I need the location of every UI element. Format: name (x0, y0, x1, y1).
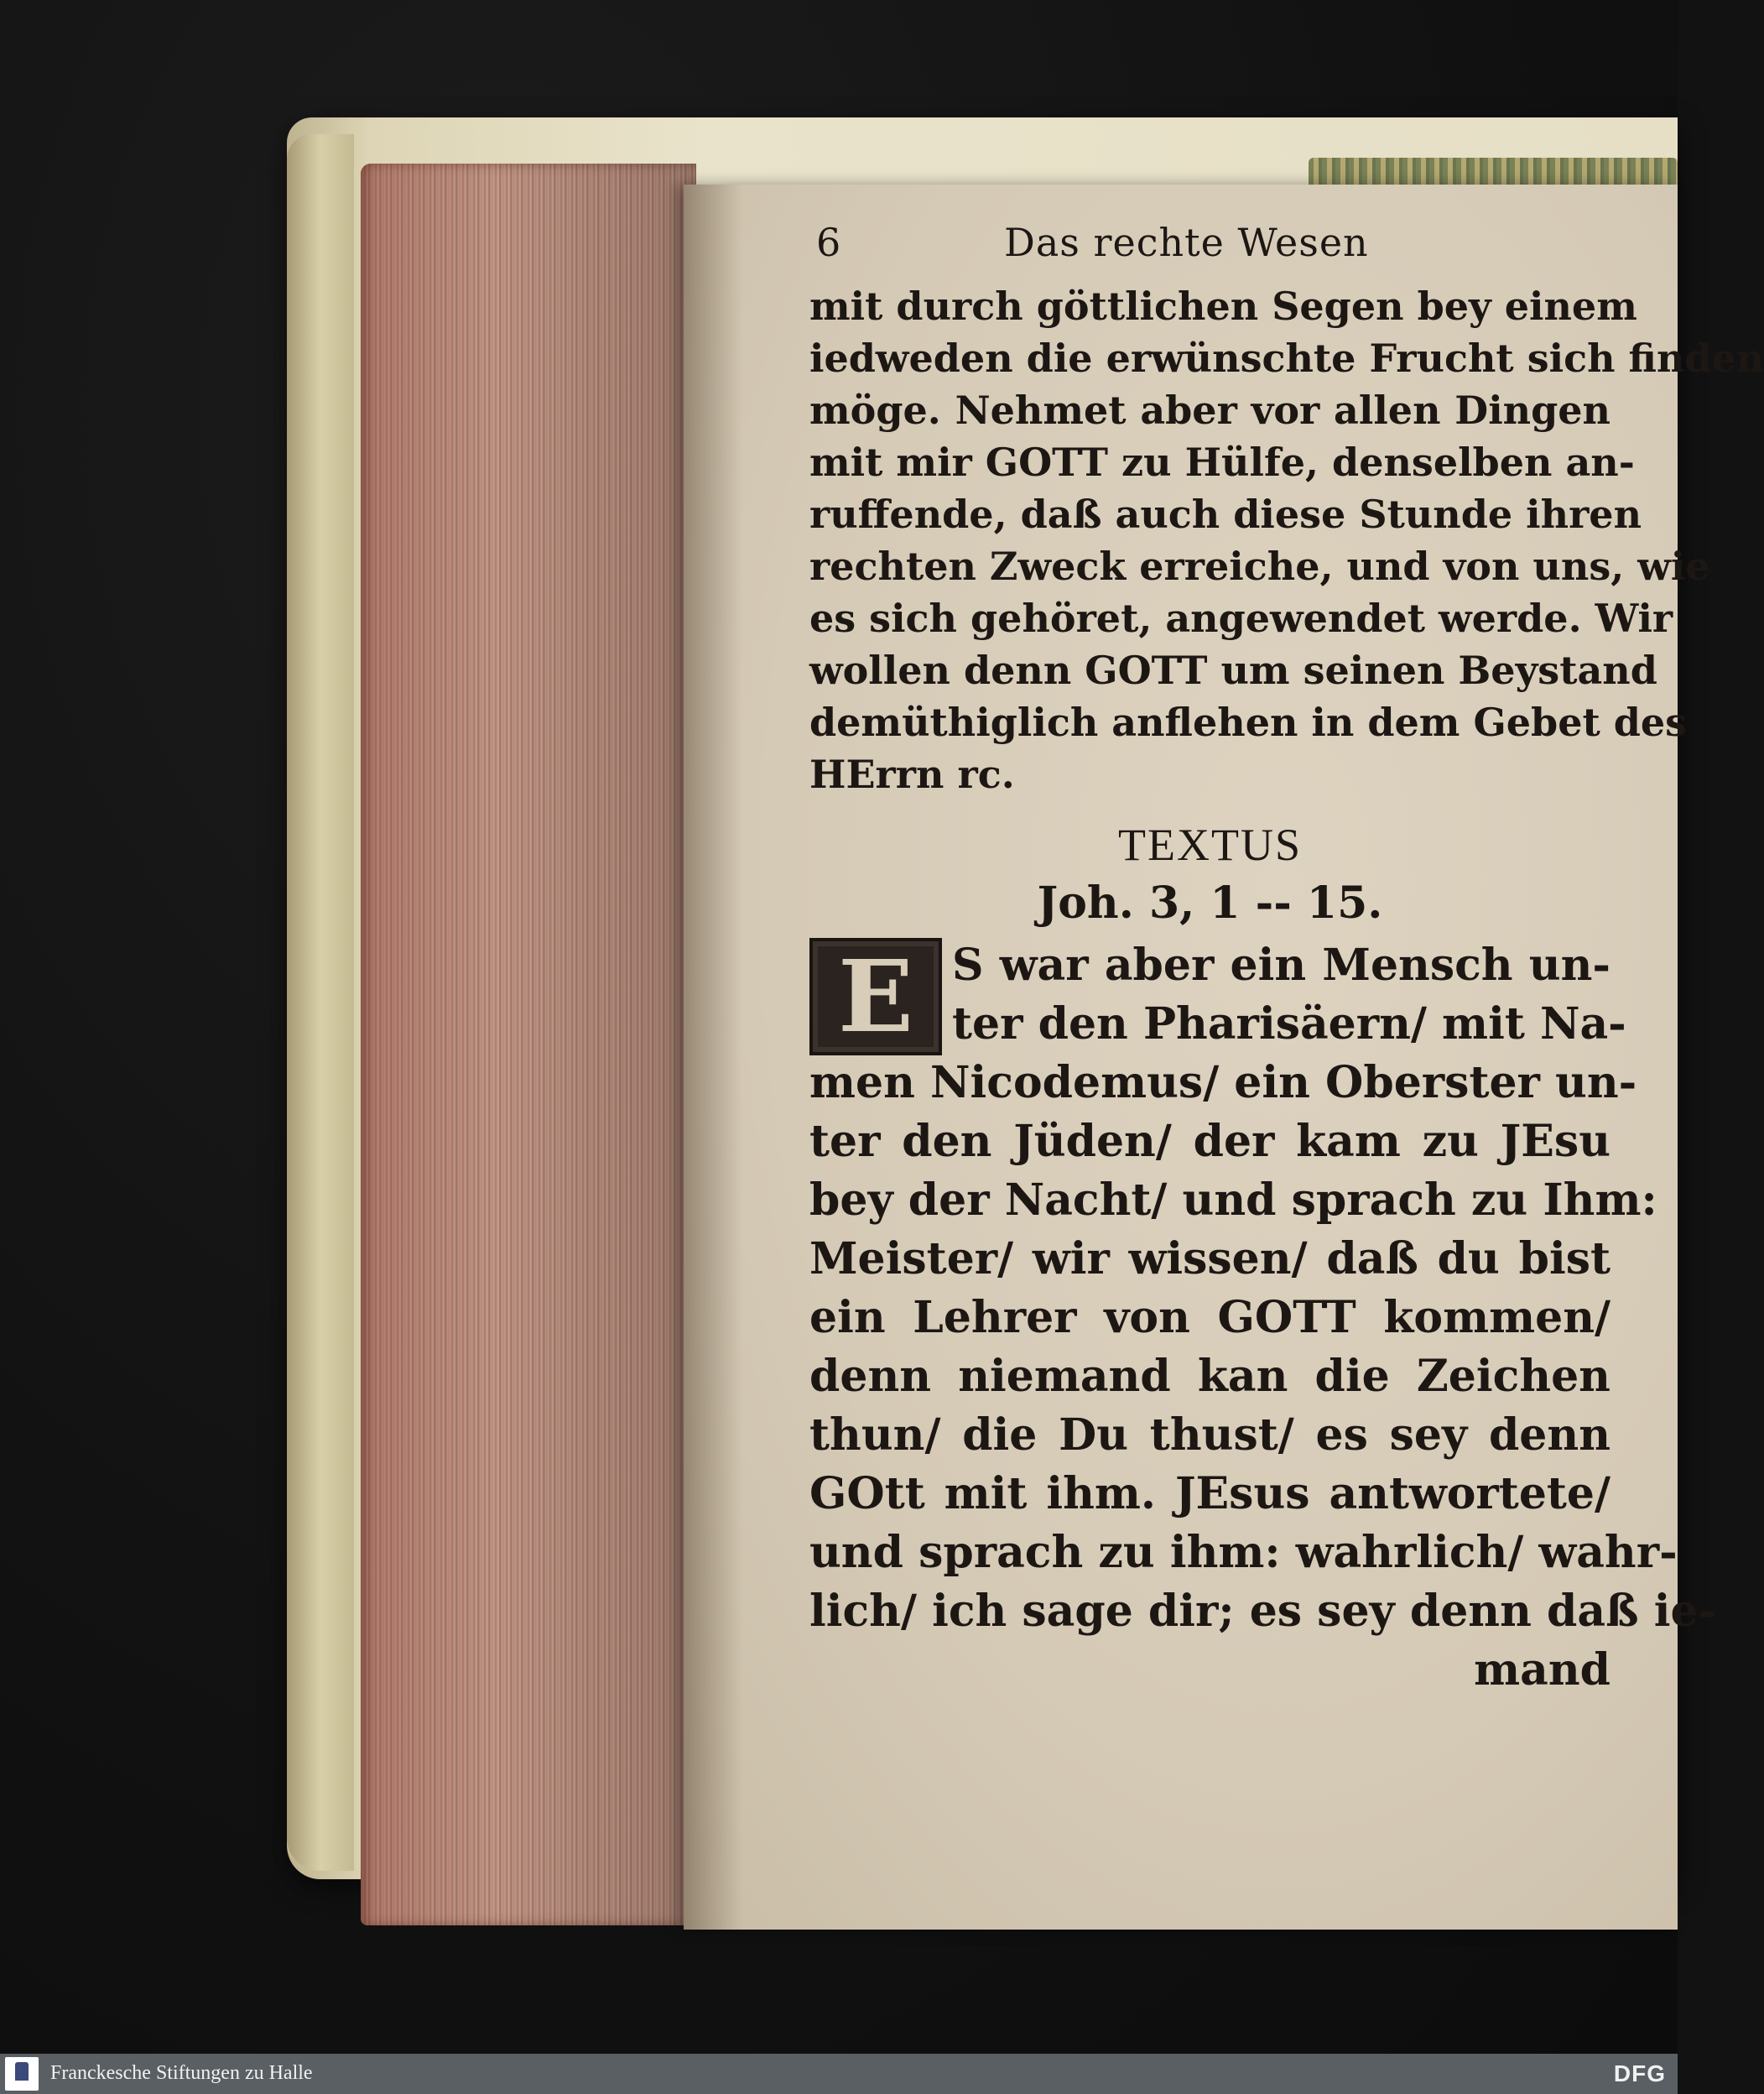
running-title: Das rechte Wesen (1004, 220, 1369, 265)
page-text (809, 220, 1764, 1700)
book-spine (287, 134, 354, 1871)
verse-line: lich/ ich sage dir; es sey denn daß ie- (809, 1586, 1717, 1637)
verse-line: ter den Pharisäern/ mit Na- (952, 998, 1626, 1050)
intro-line: rechten Zweck erreiche, und von uns, wie (809, 544, 1710, 589)
verse-line: ein Lehrer von GOTT kommen/ (809, 1292, 1610, 1343)
verse-line: bey der Nacht/ und sprach zu Ihm: (809, 1175, 1657, 1226)
intro-line: wollen denn GOTT um seinen Beystand (809, 648, 1657, 693)
intro-line: HErrn rc. (809, 752, 1015, 797)
drop-cap: E (809, 938, 942, 1055)
institution-name[interactable]: Franckesche Stiftungen zu Halle (50, 2062, 313, 2084)
scripture-text (809, 936, 1717, 1700)
intro-line: demüthiglich anflehen in dem Gebet des (809, 700, 1688, 745)
intro-line: iedweden die erwünschte Frucht sich finden (809, 336, 1764, 381)
intro-line: mit mir GOTT zu Hülfe, denselben an- (809, 440, 1635, 485)
verse-line: S war aber ein Mensch un- (952, 940, 1610, 991)
verse-line: denn niemand kan die Zeichen (809, 1351, 1610, 1402)
verse-line: ter den Jüden/ der kam zu JEsu (809, 1116, 1610, 1167)
intro-line: möge. Nehmet aber vor allen Dingen (809, 388, 1610, 433)
verse-line: thun/ die Du thust/ es sey denn (809, 1409, 1610, 1461)
verse-line: GOtt mit ihm. JEsus antwortete/ (809, 1468, 1610, 1519)
running-head (809, 220, 1610, 280)
catchword: mand (1474, 1644, 1610, 1696)
intro-line: es sich gehöret, angewendet werde. Wir (809, 596, 1673, 641)
dfg-logo[interactable]: DFG (1613, 2060, 1666, 2086)
scripture-reference: Joh. 3, 1 -- 15. (1037, 878, 1383, 929)
page-edges-shade (361, 164, 696, 1925)
page-gutter-shadow (684, 185, 742, 1930)
intro-line: mit durch göttlichen Segen bey einem (809, 284, 1637, 329)
verse-line: und sprach zu ihm: wahrlich/ wahr- (809, 1527, 1678, 1578)
institution-logo-icon[interactable] (5, 2057, 39, 2091)
verse-line: men Nicodemus/ ein Oberster un- (809, 1057, 1637, 1108)
verse-line: Meister/ wir wissen/ daß du bist (809, 1233, 1610, 1284)
intro-paragraph (809, 280, 1764, 800)
page-number: 6 (816, 220, 841, 265)
intro-line: ruffende, daß auch diese Stunde ihren (809, 492, 1642, 537)
viewer-footer (0, 2054, 1678, 2094)
section-heading: TEXTUS (1118, 820, 1302, 870)
